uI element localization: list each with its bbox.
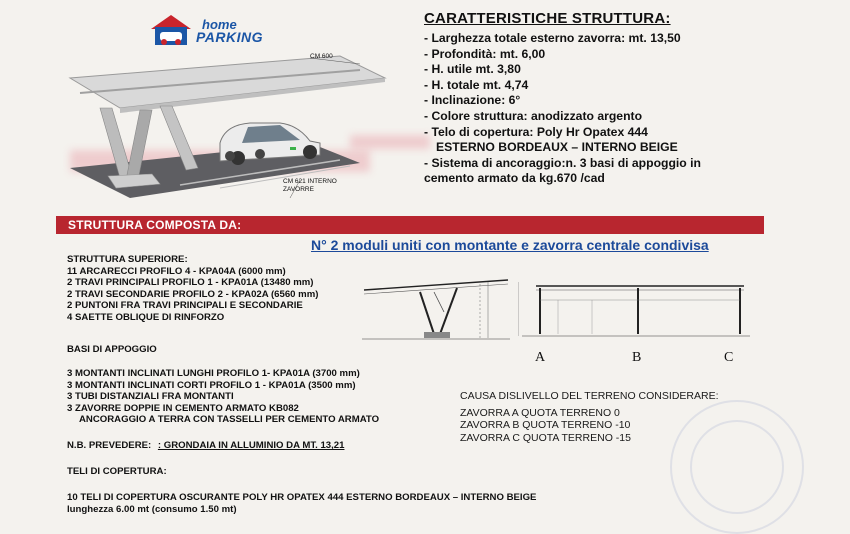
- spec-line: - Telo di copertura: Poly Hr Opatex 444: [424, 124, 648, 139]
- list-item: 2 TRAVI PRINCIPALI PROFILO 1 - KPA01A (13480 mm): [67, 277, 314, 289]
- list-item: 3 ZAVORRE DOPPIE IN CEMENTO ARMATO KB082: [67, 402, 299, 414]
- section-band-label: STRUTTURA COMPOSTA DA:: [68, 218, 242, 232]
- front-elevation-drawing: [518, 278, 750, 344]
- list-item: 3 MONTANTI INCLINATI CORTI PROFILO 1 - KPA01A (3500 mm): [67, 379, 356, 391]
- specs-block: [424, 10, 824, 187]
- basi-list: [67, 368, 379, 426]
- spec-line: ESTERNO BORDEAUX – INTERNO BEIGE: [436, 140, 678, 155]
- spec-line: - H. totale mt. 4,74: [424, 77, 529, 92]
- spec-line: - Colore struttura: anodizzato argento: [424, 108, 643, 123]
- basi-heading-text: BASI DI APPOGGIO: [67, 344, 157, 355]
- list-item: 3 TUBI DISTANZIALI FRA MONTANTI: [67, 391, 234, 403]
- superiore-heading: STRUTTURA SUPERIORE:: [67, 254, 188, 265]
- teli-heading: TELI DI COPERTURA:: [67, 466, 167, 477]
- spec-line: - Larghezza totale esterno zavorra: mt. 13,50: [424, 31, 681, 45]
- list-item: 11 ARCARECCI PROFILO 4 - KPA04A (6000 mm): [67, 265, 286, 277]
- house-car-icon: [148, 13, 194, 47]
- nb-note: [67, 440, 344, 452]
- causa-title: CAUSA DISLIVELLO DEL TERRENO CONSIDERARE:: [460, 390, 719, 402]
- carport-render: [60, 48, 390, 218]
- list-item: 3 MONTANTI INCLINATI LUNGHI PROFILO 1- KPA01A (3700 mm): [67, 368, 360, 379]
- render-label-cm621: [283, 178, 337, 194]
- label-a: A: [535, 350, 546, 365]
- list-item: ANCORAGGIO A TERRA CON TASSELLI PER CEMENTO ARMATO: [79, 414, 380, 426]
- causa-line: ZAVORRA A QUOTA TERRENO 0: [460, 406, 620, 419]
- side-section-drawing: [362, 276, 510, 346]
- logo-line-2: PARKING: [196, 29, 264, 45]
- spec-line: cemento armato da kg.670 /cad: [424, 171, 605, 186]
- spec-line: - Sistema di ancoraggio:n. 3 basi di appoggio in: [424, 155, 701, 170]
- list-item: 2 TRAVI SECONDARIE PROFILO 2 - KPA02A (6560 mm): [67, 288, 319, 300]
- basi-heading: [67, 344, 157, 356]
- superiore-list: [67, 254, 318, 324]
- causa-block: [460, 390, 719, 444]
- home-parking-logo: [148, 13, 298, 49]
- teli-line-1: 10 TELI DI COPERTURA OSCURANTE POLY HR OPATEX 444 ESTERNO BORDEAUX – INTERNO BEIGE: [67, 492, 537, 503]
- list-item: 4 SAETTE OBLIQUE DI RINFORZO: [67, 311, 225, 323]
- nb-label: N.B. PREVEDERE:: [67, 440, 152, 451]
- causa-line: ZAVORRA C QUOTA TERRENO -15: [460, 431, 631, 444]
- spec-line: - Profondità: mt. 6,00: [424, 46, 546, 61]
- label-c: C: [724, 350, 734, 365]
- modules-subtitle: N° 2 moduli uniti con montante e zavorra centrale condivisa: [311, 237, 709, 253]
- section-band: [56, 216, 764, 234]
- teli-line-2: lunghezza 6.00 mt (consumo 1.50 mt): [67, 503, 237, 515]
- causa-line: ZAVORRA B QUOTA TERRENO -10: [460, 419, 631, 432]
- label-b: B: [632, 350, 642, 365]
- teli-block: [67, 492, 536, 515]
- nb-value: : GRONDAIA IN ALLUMINIO DA MT. 13,21: [157, 440, 345, 451]
- specs-title: CARATTERISTICHE STRUTTURA:: [424, 10, 671, 27]
- spec-line: - H. utile mt. 3,80: [424, 62, 521, 77]
- render-label-line: CM 621 INTERNO: [283, 178, 337, 185]
- list-item: 2 PUNTONI FRA TRAVI PRINCIPALI E SECONDARIE: [67, 300, 303, 312]
- logo-line-1: home: [202, 17, 237, 32]
- render-label-cm600: CM 600: [310, 53, 333, 60]
- render-label-line: ZAVORRE: [283, 186, 314, 193]
- spec-line: - Inclinazione: 6°: [424, 93, 521, 108]
